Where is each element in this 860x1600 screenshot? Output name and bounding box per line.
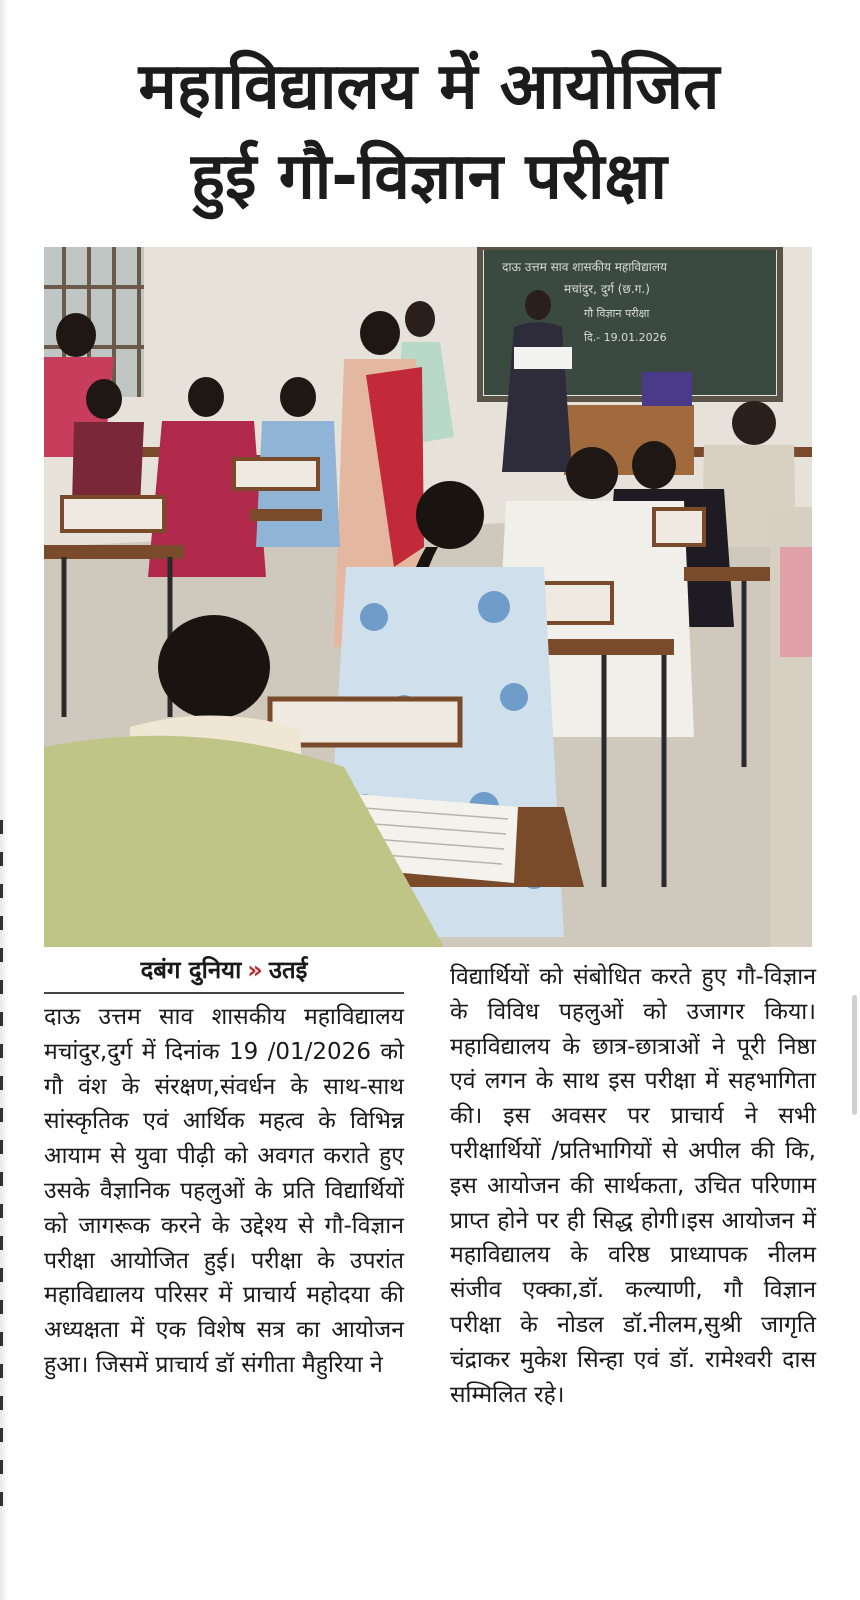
adjacent-column-edge: [0, 820, 6, 1524]
article-text-left: दाऊ उत्तम साव शासकीय महाविद्यालय मचांदुर,दुर्ग में दिनांक 19 /01/2026 को गौ वंश के संरक्षण,संवर्धन के साथ-साथ सांस्कृतिक एवं आर्थिक महत्व के विभिन्न आयाम से युवा पीढ़ी को अवगत कराते हुए उसके वैज्ञानिक पहलुओं के प्रति विद्यार्थियों को जागरूक करने के उद्देश्य से गौ-विज्ञान परीक्षा आयोजित हुई। परीक्षा के उपरांत महाविद्यालय परिसर में प्राचार्य महोदया की अध्यक्षता में एक विशेष सत्र का आयोजन हुआ। जिसमें प्राचार्य डॉ संगीता मैहुरिया ने: [44, 1004, 404, 1378]
scrollbar[interactable]: [852, 995, 857, 1115]
exam-hall-photo: [44, 247, 812, 947]
blackboard-text-2: मचांदुर, दुर्ग (छ.ग.): [564, 282, 650, 296]
headline-line-2: हुई गौ-विज्ञान परीक्षा: [191, 140, 667, 214]
article-column-left: [44, 1000, 404, 1383]
dateline: [44, 950, 404, 994]
dateline-separator: »: [247, 956, 263, 984]
article-column-right: [450, 960, 816, 1412]
headline: [44, 42, 814, 222]
blackboard-text-1: दाऊ उत्तम साव शासकीय महाविद्यालय: [502, 260, 667, 274]
blackboard-text-3: गौ विज्ञान परीक्षा: [584, 307, 650, 320]
blackboard-text-4: दि.- 19.01.2026: [584, 331, 667, 344]
dateline-source: दबंग दुनिया: [140, 956, 242, 984]
dateline-place: उतई: [268, 956, 308, 984]
article-text-right: विद्यार्थियों को संबोधित करते हुए गौ-विज्ञान के विविध पहलुओं को उजागर किया। महाविद्यालय के छात्र-छात्राओं ने पूरी निष्ठा एवं लगन के साथ इस परीक्षा में सहभागिता की। इस अवसर पर प्राचार्य ने सभी परीक्षार्थियों /प्रतिभागियों से अपील की कि, इस आयोजन की सार्थकता, उचित परिणाम प्राप्त होने पर ही सिद्ध होगी।इस आयोजन में महाविद्यालय के वरिष्ठ प्राध्यापक नीलम संजीव एक्का,डॉ. कल्याणी, गौ विज्ञान परीक्षा के नोडल डॉ.नीलम,सुश्री जागृति चंद्राकर मुकेश सिन्हा एवं डॉ. रामेश्वरी दास सम्मिलित रहे।: [450, 964, 816, 1408]
headline-line-1: महाविद्यालय में आयोजित: [138, 50, 720, 124]
